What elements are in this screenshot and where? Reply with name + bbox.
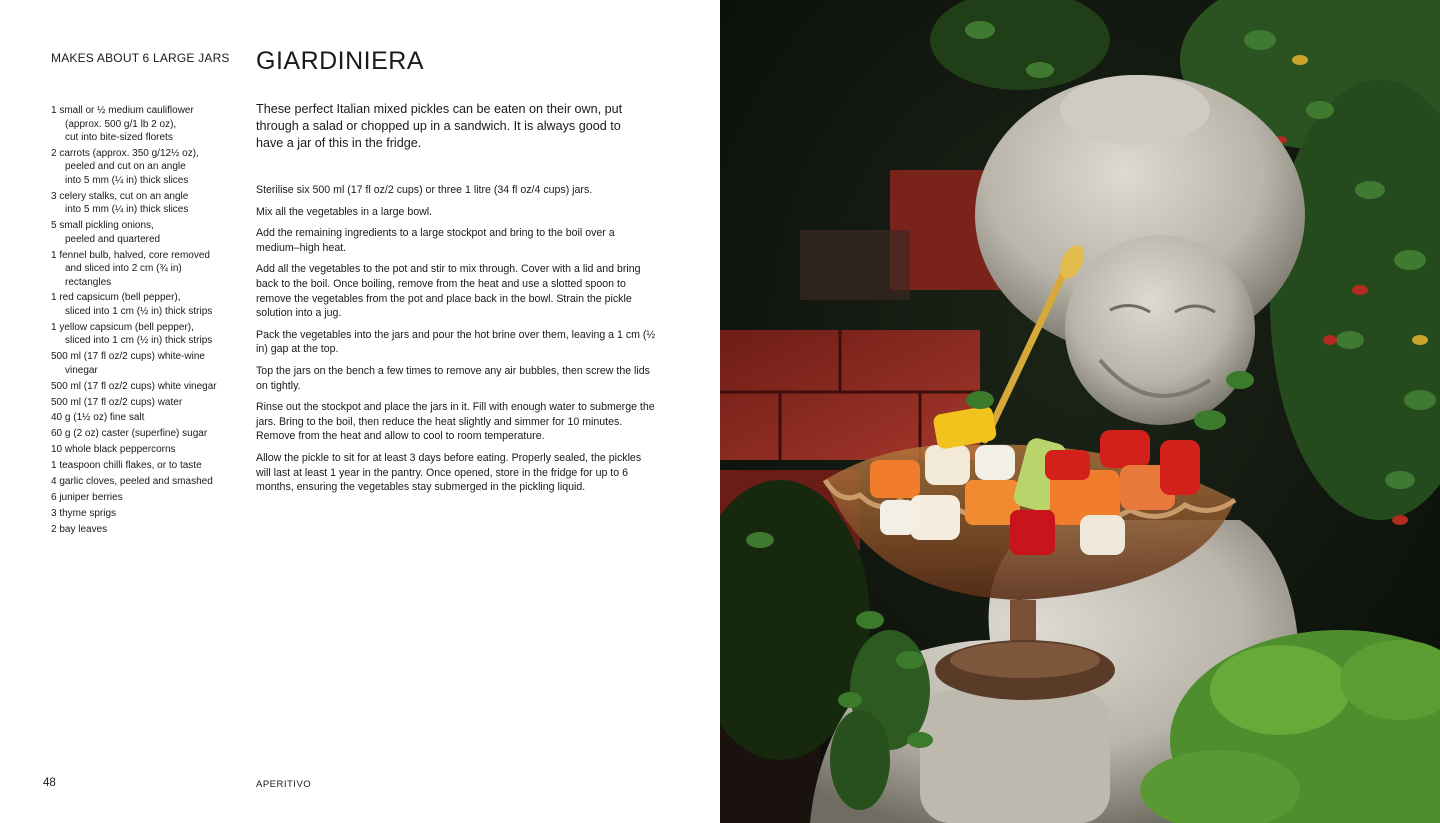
method-step: Sterilise six 500 ml (17 fl oz/2 cups) or three 1 litre (34 fl oz/4 cups) jars. xyxy=(256,184,593,196)
ingredient-item xyxy=(51,147,241,188)
ingredient-item xyxy=(51,291,241,318)
ingredient-item xyxy=(51,443,241,457)
ingredient-item xyxy=(51,350,241,377)
ingredient-text: peeled and quartered xyxy=(65,233,161,245)
recipe-title: GIARDINIERA xyxy=(256,47,425,75)
ingredient-item xyxy=(51,396,241,410)
method-step: Allow the pickle to sit for at least 3 days before eating. Properly sealed, the pickles will last at least 1 year in the pantry. Once opened, store in the fridge for up to 6 months, ensuring the vegetables stay submerged in the pickling liquid. xyxy=(256,451,642,494)
ingredient-text: 1 red capsicum (bell pepper), xyxy=(51,292,181,304)
giardiniera-photo xyxy=(720,0,1440,823)
ingredient-text: peeled and cut on an angle xyxy=(65,161,186,173)
statue-with-pickles-illustration xyxy=(720,0,1440,823)
ingredient-text: 500 ml (17 fl oz/2 cups) white-wine xyxy=(51,351,205,363)
method-step: Mix all the vegetables in a large bowl. xyxy=(256,205,433,218)
ingredient-item xyxy=(51,190,241,217)
method-step: Add all the vegetables to the pot and stir to mix through. Cover with a lid and bring back to the boil. Once boiling, remove from the heat and use a slotted spoon to remove the vegetables from the pot and place back in the bowl. Strain the pickle solution into a jug. xyxy=(256,263,641,320)
ingredient-text: 6 juniper berries xyxy=(51,491,123,503)
ingredient-item xyxy=(51,475,241,489)
ingredient-item xyxy=(51,411,241,425)
ingredient-text: 10 whole black peppercorns xyxy=(51,444,176,456)
ingredient-text: and sliced into 2 cm (¾ in) xyxy=(65,263,182,275)
method-step: Rinse out the stockpot and place the jars in it. Fill with enough water to submerge the jars. Bring to the boil, then reduce the heat slightly and simmer for 10 minutes. Remove from the heat and allow to cool to room temperature. xyxy=(256,401,655,443)
method-step: Add the remaining ingredients to a large stockpot and bring to the boil over a medium–high heat. xyxy=(256,227,615,254)
ingredient-item xyxy=(51,104,241,145)
ingredient-text: into 5 mm (¼ in) thick slices xyxy=(65,174,189,186)
section-name: APERITIVO xyxy=(256,779,312,790)
ingredient-text: 60 g (2 oz) caster (superfine) sugar xyxy=(51,428,208,440)
recipe-intro: These perfect Italian mixed pickles can be eaten on their own, put through a salad or chopped up in a sandwich. It is always good to have a jar of this in the fridge. xyxy=(256,102,623,150)
ingredient-text: into 5 mm (¼ in) thick slices xyxy=(65,204,189,216)
ingredient-text: 5 small pickling onions, xyxy=(51,220,154,232)
ingredient-item xyxy=(51,219,241,246)
ingredient-item xyxy=(51,380,241,394)
method-step: Top the jars on the bench a few times to remove any air bubbles, then screw the lids on tightly. xyxy=(256,364,650,392)
ingredients-list xyxy=(51,104,241,539)
ingredient-text: (approx. 500 g/1 lb 2 oz), xyxy=(65,118,177,130)
ingredient-item xyxy=(51,507,241,521)
method-steps xyxy=(256,183,656,502)
ingredient-text: 1 fennel bulb, halved, core removed xyxy=(51,249,210,261)
ingredient-item xyxy=(51,491,241,505)
ingredient-item xyxy=(51,427,241,441)
ingredient-text: 3 thyme sprigs xyxy=(51,507,117,519)
ingredient-item xyxy=(51,321,241,348)
ingredient-text: 4 garlic cloves, peeled and smashed xyxy=(51,475,213,487)
ingredient-text: rectangles xyxy=(65,276,112,288)
ingredient-item xyxy=(51,249,241,290)
ingredient-item xyxy=(51,523,241,537)
ingredient-text: 2 carrots (approx. 350 g/12½ oz), xyxy=(51,147,199,159)
ingredient-item xyxy=(51,459,241,473)
ingredient-text: 1 small or ½ medium cauliflower xyxy=(51,105,194,116)
page-number: 48 xyxy=(43,777,56,789)
ingredient-text: cut into bite-sized florets xyxy=(65,132,173,143)
ingredient-text: 2 bay leaves xyxy=(51,523,108,535)
ingredient-text: vinegar xyxy=(65,364,98,376)
method-step: Pack the vegetables into the jars and pour the hot brine over them, leaving a 1 cm (½ in) gap at the top. xyxy=(256,328,656,356)
ingredient-text: 500 ml (17 fl oz/2 cups) white vinegar xyxy=(51,380,217,392)
ingredient-text: 1 teaspoon chilli flakes, or to taste xyxy=(51,460,202,472)
ingredient-text: 3 celery stalks, cut on an angle xyxy=(51,190,189,202)
ingredient-text: 1 yellow capsicum (bell pepper), xyxy=(51,321,194,333)
ingredient-text: sliced into 1 cm (½ in) thick strips xyxy=(65,305,213,317)
recipe-yield: MAKES ABOUT 6 LARGE JARS xyxy=(51,51,230,65)
ingredient-text: 500 ml (17 fl oz/2 cups) water xyxy=(51,396,183,408)
ingredient-text: 40 g (1½ oz) fine salt xyxy=(51,412,145,424)
ingredient-text: sliced into 1 cm (½ in) thick strips xyxy=(65,335,213,347)
